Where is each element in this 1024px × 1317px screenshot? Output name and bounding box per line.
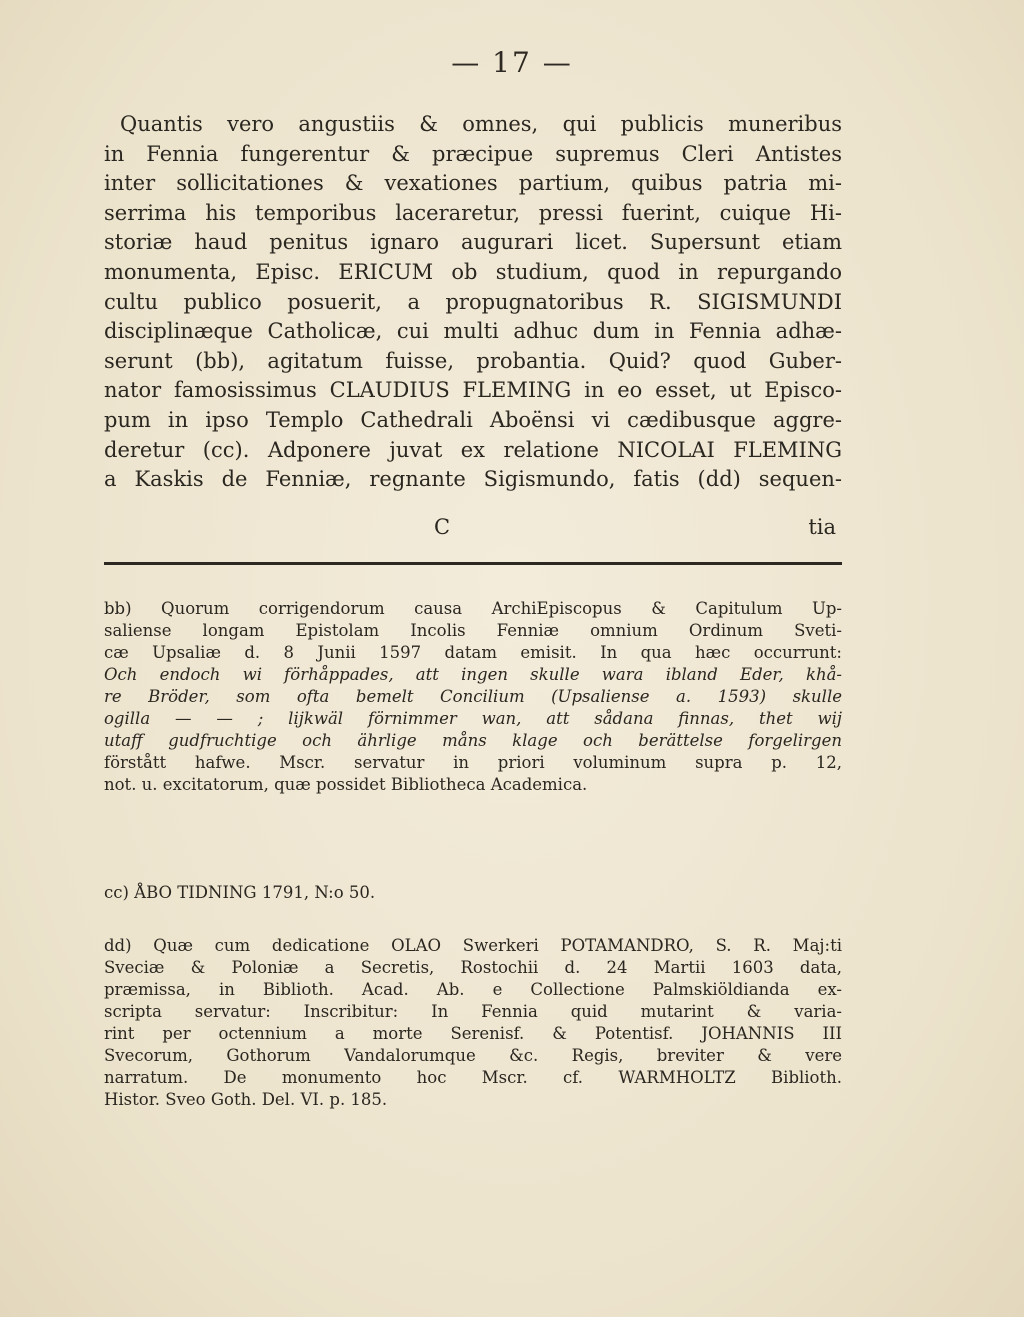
footnote-line: saliense longam Epistolam Incolis Fenniæ omnium Ordinum Sveti-	[104, 621, 842, 640]
page-number: — 17 —	[451, 46, 573, 79]
main-text-line: serrima his temporibus laceraretur, pressi fuerint, cuique Hi-	[104, 200, 842, 225]
main-text-line: serunt (bb), agitatum fuisse, probantia. Quid? quod Guber-	[104, 348, 842, 373]
footnote-line: præmissa, in Biblioth. Acad. Ab. e Collectione Palmskiöldianda ex-	[104, 980, 842, 999]
footnote-line: narratum. De monumento hoc Mscr. cf. WARMHOLTZ Biblioth.	[104, 1068, 842, 1087]
main-text-line: in Fennia fungerentur & præcipue supremus Cleri Antistes	[104, 141, 842, 166]
footnote-line: not. u. excitatorum, quæ possidet Bibliotheca Academica.	[104, 775, 588, 794]
footnote-bb	[104, 598, 842, 796]
main-text-block	[104, 110, 842, 495]
main-text-line: deretur (cc). Adponere juvat ex relatione NICOLAI FLEMING	[104, 437, 842, 462]
footnote-line: Och endoch wi förhåppades, att ingen skulle wara ibland Eder, khå-	[104, 665, 842, 684]
footnote-cc	[104, 882, 842, 904]
footnote-dd	[104, 935, 842, 1111]
main-text-line: nator famosissimus CLAUDIUS FLEMING in eo esset, ut Episco-	[104, 378, 842, 403]
main-text-line: cultu publico posuerit, a propugnatoribus R. SIGISMUNDI	[104, 289, 842, 314]
footnote-line: dd) Quæ cum dedicatione OLAO Swerkeri POTAMANDRO, S. R. Maj:ti	[104, 936, 842, 955]
footnote-line: utaff gudfruchtige och ährlige måns klage och berättelse forgelirgen	[104, 731, 842, 750]
footnote-line: Svecorum, Gothorum Vandalorumque &c. Regis, breviter & vere	[104, 1046, 842, 1065]
footnote-line: scripta servatur: Inscribitur: In Fennia quid mutarint & varia-	[104, 1002, 842, 1021]
main-text-line: storiæ haud penitus ignaro augurari licet. Supersunt etiam	[104, 230, 842, 255]
footnote-line: bb) Quorum corrigendorum causa ArchiEpiscopus & Capitulum Up-	[104, 599, 842, 618]
main-text-line: pum in ipso Templo Cathedrali Aboënsi vi cædibusque aggre-	[104, 407, 842, 432]
footnote-line: cc) ÅBO TIDNING 1791, N:o 50.	[104, 883, 376, 902]
main-text-line: inter sollicitationes & vexationes partium, quibus patria mi-	[104, 171, 842, 196]
footnote-line: rint per octennium a morte Serenisf. & Potentisf. JOHANNIS III	[104, 1024, 842, 1043]
main-text-line: monumenta, Episc. ERICUM ob studium, quod in repurgando	[104, 259, 842, 284]
catchword: tia	[808, 515, 836, 539]
footnote-divider	[104, 562, 842, 565]
footnote-line: cæ Upsaliæ d. 8 Junii 1597 datam emisit. In qua hæc occurrunt:	[104, 643, 842, 662]
footnote-line: ogilla — — ; lijkwäl förnimmer wan, att sådana finnas, thet wij	[104, 709, 842, 728]
footnote-line: förstått hafwe. Mscr. servatur in priori voluminum supra p. 12,	[104, 753, 842, 772]
footnote-line: re Bröder, som ofta bemelt Concilium (Upsaliense a. 1593) skulle	[104, 687, 842, 706]
footnote-line: Sveciæ & Poloniæ a Secretis, Rostochii d. 24 Martii 1603 data,	[104, 958, 842, 977]
main-text-line: disciplinæque Catholicæ, cui multi adhuc dum in Fennia adhæ-	[104, 319, 842, 344]
footnote-line: Histor. Sveo Goth. Del. VI. p. 185.	[104, 1090, 388, 1109]
signature-mark: C	[434, 515, 451, 539]
main-text-line: a Kaskis de Fenniæ, regnante Sigismundo, fatis (dd) sequen-	[104, 467, 842, 492]
main-text-line: Quantis vero angustiis & omnes, qui publicis muneribus	[120, 112, 842, 136]
